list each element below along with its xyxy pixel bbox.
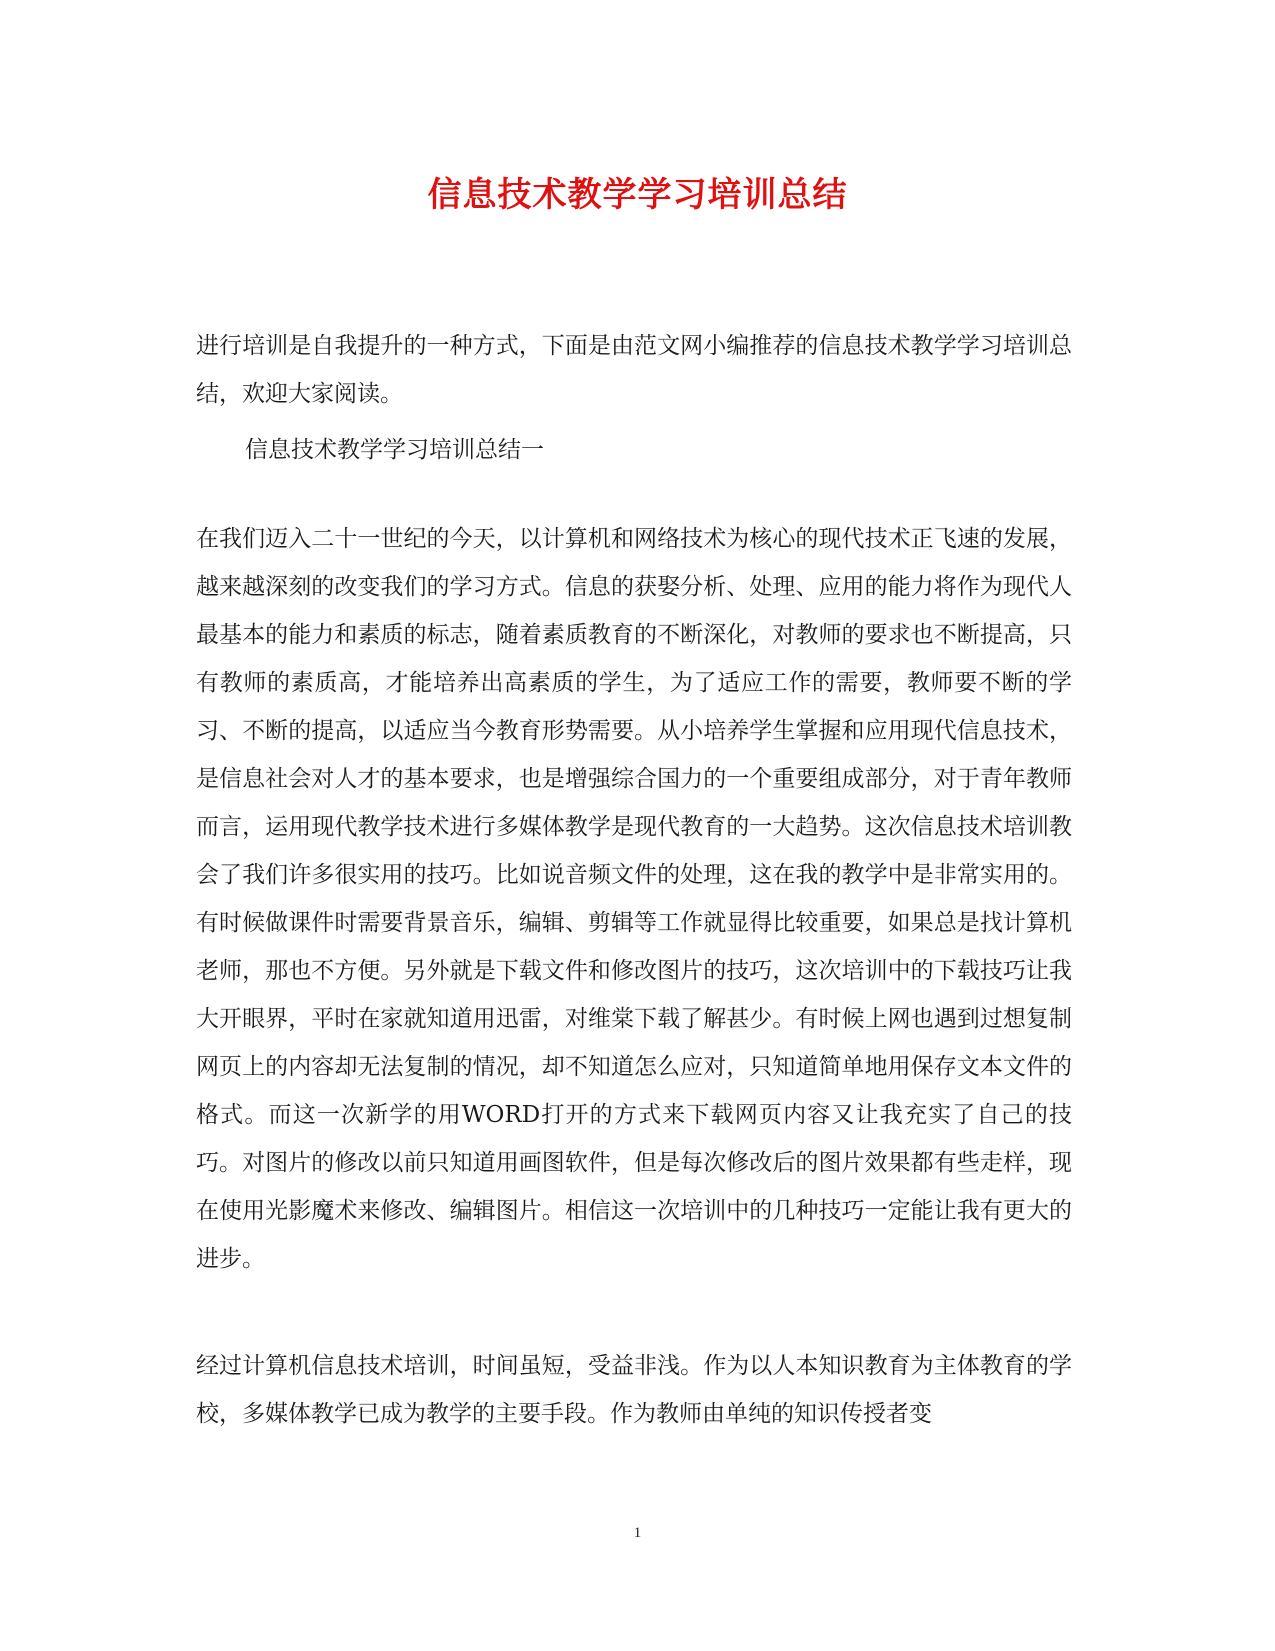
page-number: 1 [633,1525,642,1541]
section-heading: 信息技术教学学习培训总结一 [245,437,544,463]
body-paragraph-1 [196,515,1072,1283]
paragraph-1-text: 在我们迈入二十一世纪的今天，以计算机和网络技术为核心的现代技术正飞速的发展，越来越深刻的改变我们的学习方式。信息的获娶分析、处理、应用的能力将作为现代人最基本的能力和素质的标志，随着素质教育的不断深化，对教师的要求也不断提高，只有教师的素质高，才能培养出高素质的学生，为了适应工作的需要，教师要不断的学习、不断的提高，以适应当今教育形势需要。从小培养学生掌握和应用现代信息技术，是信息社会对人才的基本要求，也是增强综合国力的一个重要组成部分，对于青年教师而言，运用现代教学技术进行多媒体教学是现代教育的一大趋势。这次信息技术培训教会了我们许多很实用的技巧。比如说音频文件的处理，这在我的教学中是非常实用的。有时候做课件时需要背景音乐，编辑、剪辑等工作就显得比较重要，如果总是找计算机老师，那也不方便。另外就是下载文件和修改图片的技巧，这次培训中的下载技巧让我大开眼界，平时在家就知道用迅雷，对维棠下载了解甚少。有时候上网也遇到过想复制网页上的内容却无法复制的情况，却不知道怎么应对，只知道简单地用保存文本文件的格式。而这一次新学的用WORD打开的方式来下载网页内容又让我充实了自己的技巧。对图片的修改以前只知道用画图软件，但是每次修改后的图片效果都有些走样，现在使用光影魔术来修改、编辑图片。相信这一次培训中的几种技巧一定能让我有更大的进步。 [196,526,1072,1272]
intro-text: 进行培训是自我提升的一种方式，下面是由范文网小编推荐的信息技术教学学习培训总结，欢迎大家阅读。 [196,333,1072,407]
paragraph-2-text: 经过计算机信息技术培训，时间虽短，受益非浅。作为以人本知识教育为主体教育的学校，多媒体教学已成为教学的主要手段。作为教师由单纯的知识传授者变 [196,1353,1072,1427]
intro-paragraph [196,322,1072,418]
body-paragraph-2 [196,1342,1072,1438]
document-title: 信息技术教学学习培训总结 [427,175,848,215]
